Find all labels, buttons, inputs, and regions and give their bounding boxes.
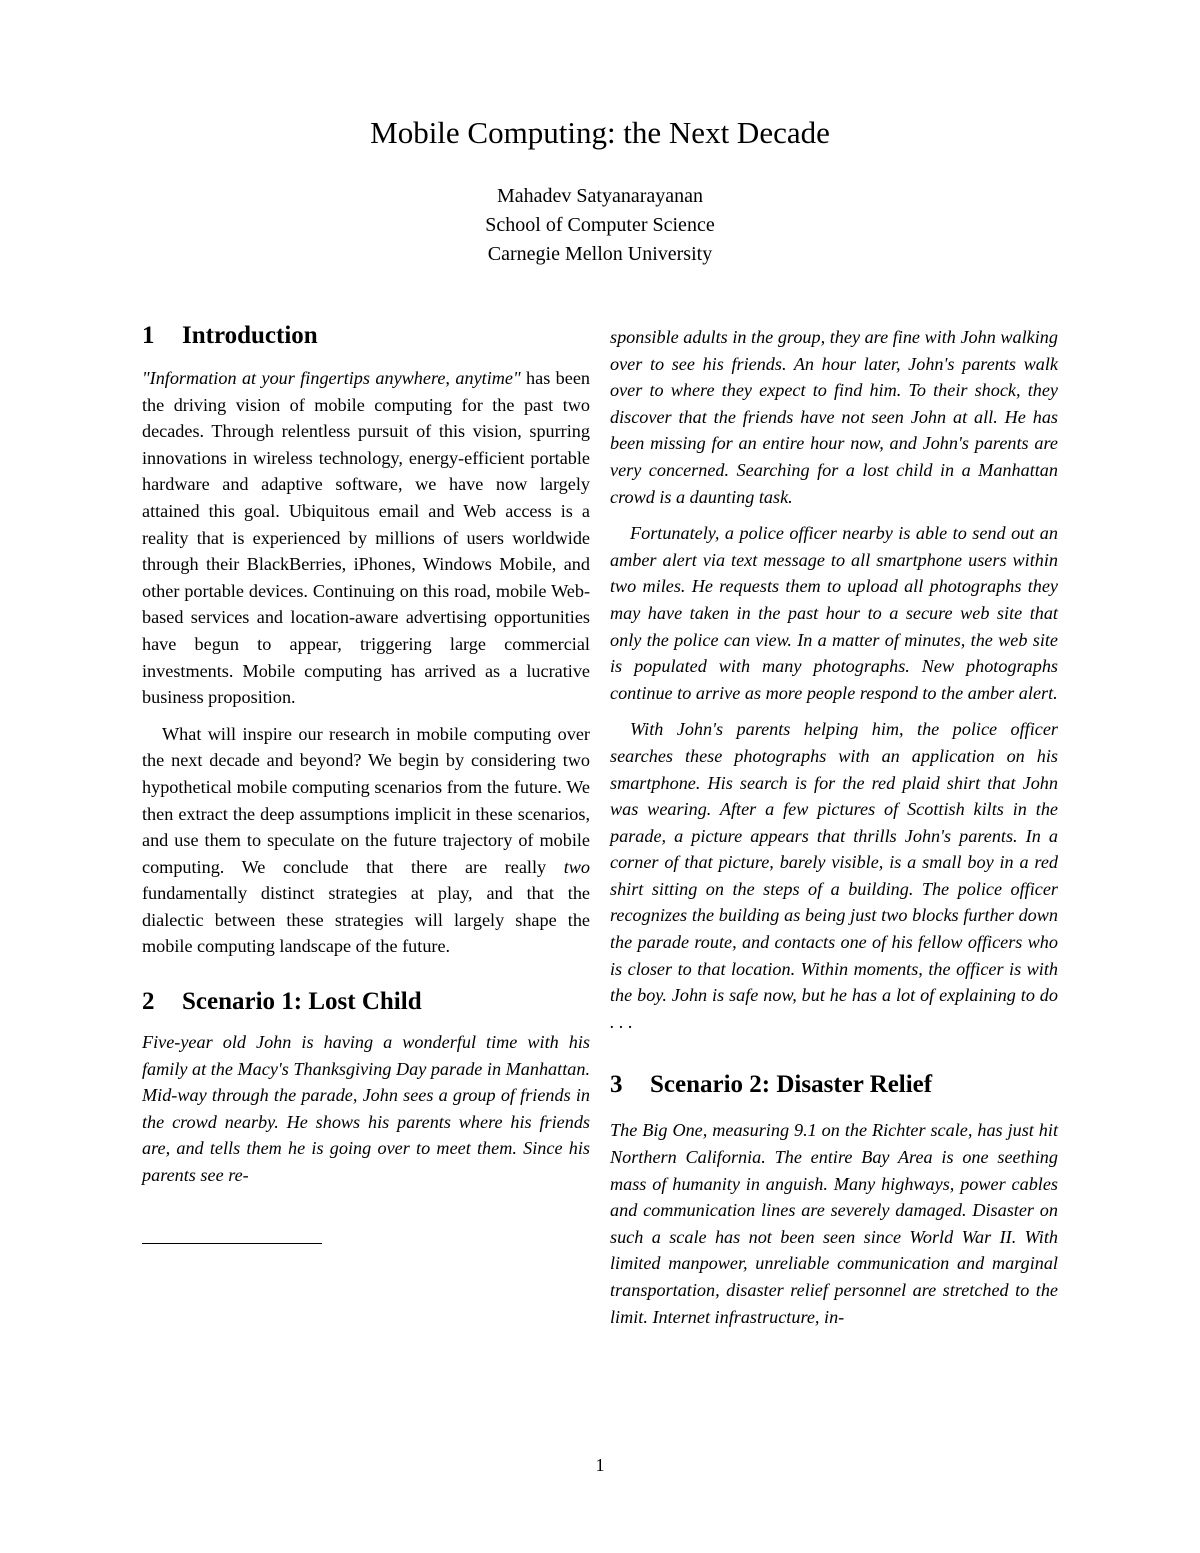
- intro-quote: "Information at your fingertips anywhere, anytime": [142, 368, 521, 388]
- section-3-heading: [610, 1067, 1058, 1103]
- paper-title: Mobile Computing: the Next Decade: [370, 115, 830, 150]
- author-name: Mahadev Satyanarayanan: [496, 185, 703, 207]
- scenario-1-paragraph-1-continued: sponsible adults in the group, they are fine with John walking over to see his friends. An hour later, John's parents walk over to where they expect to find him. To their shock, they discover that the friends have not seen John at all. He has been missing for an entire hour now, and John's parents are very concerned. Searching for a lost child in a Manhattan crowd is a daunting task.: [610, 327, 1058, 507]
- scenario-2-paragraph-1: The Big One, measuring 9.1 on the Richter scale, has just hit Northern California. The entire Bay Area is one seething mass of humanity in anguish. Many highways, power cables and communication lines are severely damaged. Disaster on such a scale has not been seen since World War II. With limited manpower, unreliable communication and marginal transportation, disaster relief personnel are stretched to the limit. Internet infrastructure, in-: [610, 1120, 1058, 1327]
- section-title: Scenario 1: Lost Child: [182, 988, 422, 1016]
- intro-paragraph-2: [142, 721, 590, 960]
- left-column: [142, 318, 590, 1189]
- scenario-1-paragraph-1: Five-year old John is having a wonderful time with his family at the Macy's Thanksgiving Day parade in Manhattan. Mid-way through the parade, John sees a group of friends in the crowd nearby. He shows his parents where his friends are, and tells them he is going over to meet them. Since his parents see re-: [142, 1032, 590, 1186]
- intro-text: has been the driving vision of mobile computing for the past two decades. Through relentless pursuit of this vision, spurring innovations in wireless technology, energy-efficient portable hardware and adaptive software, we have now largely attained this goal. Ubiquitous email and Web access is a reality that is experienced by millions of users worldwide through their BlackBerries, iPhones, Windows Mobile, and other portable devices. Continuing on this road, mobile Web-based services and location-aware advertising opportunities have begun to appear, triggering large commercial investments. Mobile computing has arrived as a lucrative business proposition.: [142, 368, 591, 708]
- intro-text: fundamentally distinct strategies at play, and that the dialectic between these strategies will largely shape the mobile computing landscape of the future.: [142, 883, 590, 957]
- emphasis: two: [563, 856, 590, 877]
- section-number: 2: [142, 988, 155, 1016]
- section-title: Scenario 2: Disaster Relief: [650, 1071, 933, 1099]
- footnote-rule: [142, 1243, 322, 1244]
- right-column: [610, 324, 1058, 1330]
- section-number: 3: [610, 1071, 623, 1099]
- scenario-1-paragraph-2: Fortunately, a police officer nearby is able to send out an amber alert via text message to all smartphone users within two miles. He requests them to upload all photographs they may have taken in the past hour to a secure web site that only the police can view. In a matter of minutes, the web site is populated with many photographs. New photographs continue to arrive as more people respond to the amber alert.: [610, 523, 1058, 703]
- intro-paragraph-1: [142, 365, 590, 711]
- author-department: School of Computer Science: [485, 214, 715, 236]
- intro-text: What will inspire our research in mobile computing over the next decade and beyond? We begin by considering two hypothetical mobile computing scenarios from the future. We then extract the deep assumptions implicit in these scenarios, and use them to speculate on the future trajectory of mobile computing. We conclude that there are really: [142, 723, 590, 877]
- section-1-heading: [142, 318, 590, 354]
- section-number: 1: [142, 322, 155, 349]
- section-title: Introduction: [182, 322, 318, 349]
- author-institution: Carnegie Mellon University: [487, 243, 713, 265]
- section-2-heading: [142, 984, 590, 1020]
- scenario-1-paragraph-3: With John's parents helping him, the police officer searches these photographs with an application on his smartphone. His search is for the red plaid shirt that John was wearing. After a few pictures of Scottish kilts in the parade, a picture appears that thrills John's parents. In a corner of that picture, barely visible, is a small boy in a red shirt sitting on the steps of a building. The police officer recognizes the building as being just two blocks further down the parade route, and contacts one of his fellow officers who is closer to that location. Within moments, the officer is with the boy. John is safe now, but he has a lot of explaining to do . . .: [610, 719, 1058, 1032]
- page-number: 1: [595, 1455, 605, 1475]
